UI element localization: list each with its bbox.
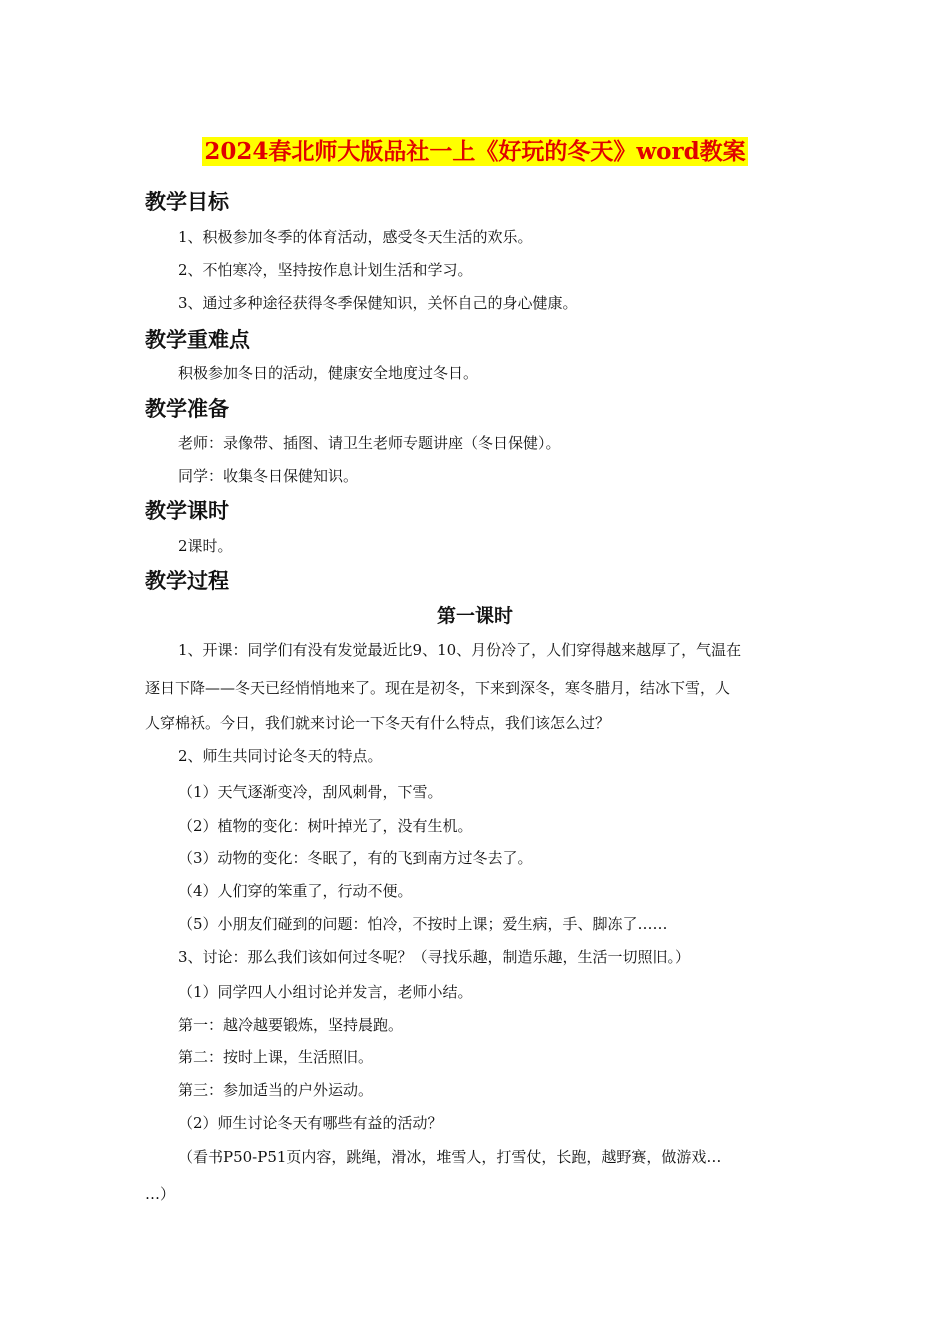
heading-goals: 教学目标 <box>145 190 229 214</box>
title-text: 2024春北师大版品社一上《好玩的冬天》word教案 <box>204 138 746 165</box>
p3-text: 3、讨论：那么我们该如何过冬呢？（寻找乐趣，制造乐趣，生活一切照旧。） <box>178 948 691 966</box>
p2-item-3: （3）动物的变化：冬眠了，有的飞到南方过冬去了。 <box>178 849 533 867</box>
p2-item-4: （4）人们穿的笨重了，行动不便。 <box>178 882 413 900</box>
prep-teacher: 老师：录像带、插图、请卫生老师专题讲座（冬日保健）。 <box>178 434 561 452</box>
p3-sub-2-line-2: …） <box>145 1185 176 1203</box>
heading-difficulty: 教学重难点 <box>145 328 250 352</box>
p2-item-5: （5）小朋友们碰到的问题：怕冷，不按时上课；爱生病，手、脚冻了…… <box>178 915 668 933</box>
p3-point-3: 第三：参加适当的户外运动。 <box>178 1081 374 1099</box>
goal-item-1: 1、积极参加冬季的体育活动，感受冬天生活的欢乐。 <box>178 228 533 246</box>
p1-line-1: 1、开课：同学们有没有发觉最近比9、10、月份冷了，人们穿得越来越厚了，气温在 <box>178 641 742 659</box>
p3-sub-2: （2）师生讨论冬天有哪些有益的活动？ <box>178 1114 443 1132</box>
p2-item-1: （1）天气逐渐变冷，刮风刺骨，下雪。 <box>178 783 443 801</box>
heading-process: 教学过程 <box>145 569 229 593</box>
lesson-title: 第一课时 <box>436 605 513 627</box>
p1-line-3: 人穿棉袄。今日，我们就来讨论一下冬天有什么特点，我们该怎么过？ <box>145 714 611 732</box>
difficulty-text: 积极参加冬日的活动，健康安全地度过冬日。 <box>178 364 479 382</box>
hours-text: 2课时。 <box>178 537 233 555</box>
goal-item-2: 2、不怕寒冷，坚持按作息计划生活和学习。 <box>178 261 473 279</box>
p3-point-1: 第一：越冷越要锻炼，坚持晨跑。 <box>178 1016 404 1034</box>
prep-student: 同学：收集冬日保健知识。 <box>178 467 359 485</box>
heading-prep: 教学准备 <box>145 397 229 421</box>
p1-line-2: 逐日下降——冬天已经悄悄地来了。现在是初冬，下来到深冬，寒冬腊月，结冰下雪，人 <box>145 679 731 697</box>
document-title <box>0 133 950 166</box>
p2-text: 2、师生共同讨论冬天的特点。 <box>178 747 383 765</box>
p3-sub-1: （1）同学四人小组讨论并发言，老师小结。 <box>178 983 473 1001</box>
goal-item-3: 3、通过多种途径获得冬季保健知识，关怀自己的身心健康。 <box>178 294 578 312</box>
p3-sub-2-line-1: （看书P50-P51页内容，跳绳，滑冰，堆雪人，打雪仗，长跑，越野赛，做游戏… <box>178 1148 722 1166</box>
p2-item-2: （2）植物的变化：树叶掉光了，没有生机。 <box>178 817 473 835</box>
p3-point-2: 第二：按时上课，生活照旧。 <box>178 1048 374 1066</box>
heading-hours: 教学课时 <box>145 499 229 523</box>
